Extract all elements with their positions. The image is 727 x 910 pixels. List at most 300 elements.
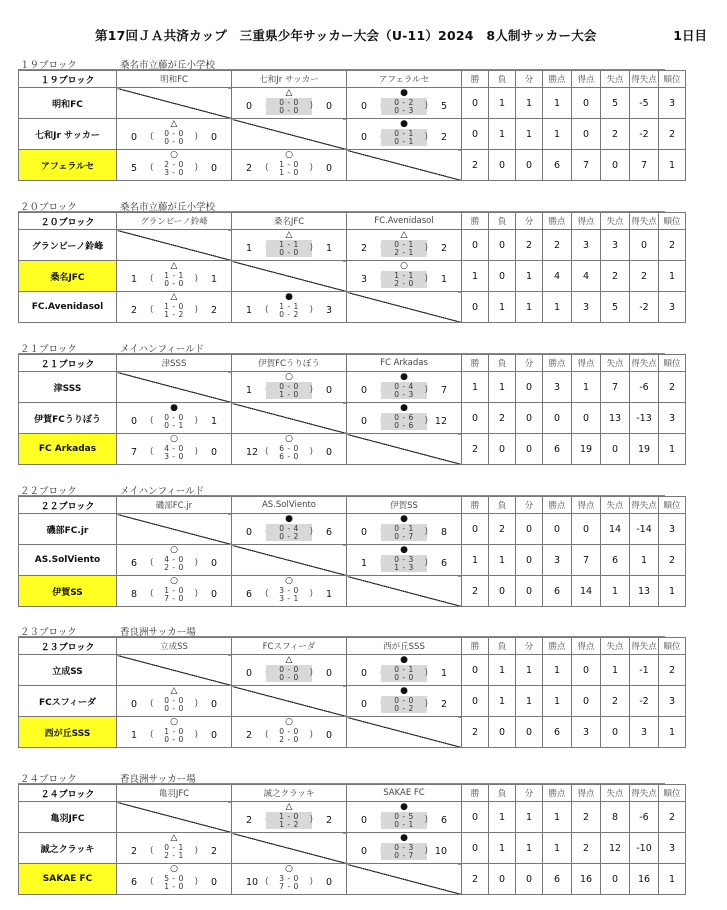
stat-header: 失点 xyxy=(601,355,630,372)
second-half-score: 6 - 0 xyxy=(279,451,299,461)
match-result-cell xyxy=(117,833,232,864)
stat-value: 0 xyxy=(516,372,543,403)
stat-value: 1 xyxy=(489,833,516,864)
stat-header: 失点 xyxy=(601,638,630,655)
block-name: ２２ブロック xyxy=(20,486,77,497)
paren-close: ) xyxy=(309,527,313,537)
stat-value: 0 xyxy=(462,119,489,150)
match-result-cell xyxy=(232,292,347,323)
stat-value: 0 xyxy=(489,261,516,292)
stat-value: 3 xyxy=(601,230,630,261)
score-against: 1 xyxy=(210,274,217,285)
venue-name: メイハンフィールド xyxy=(120,344,205,355)
block-1 xyxy=(18,56,681,181)
stat-value: 3 xyxy=(659,514,686,545)
stat-value: 0 xyxy=(543,403,572,434)
venue-name: 桑名市立藤が丘小学校 xyxy=(120,202,216,213)
venue-name: 香良洲サッカー場 xyxy=(120,627,196,638)
opponent-header: FC.Avenidasol xyxy=(347,213,462,230)
first-half-score: 0 - 4 xyxy=(279,523,299,533)
stat-value: 1 xyxy=(516,261,543,292)
table-row xyxy=(19,230,686,261)
stat-value: 5 xyxy=(601,88,630,119)
stat-value: 3 xyxy=(659,403,686,434)
standings-table xyxy=(18,70,686,181)
half-scores xyxy=(381,129,427,146)
result-mark: △ xyxy=(170,261,178,271)
team-name: SAKAE FC xyxy=(19,864,117,895)
match-result-cell xyxy=(117,717,232,748)
score-for: 2 xyxy=(131,305,138,316)
team-name: 伊賀FCうりぼう xyxy=(19,403,117,434)
stat-value: 2 xyxy=(543,230,572,261)
paren-close: ) xyxy=(424,699,428,709)
self-match-cell xyxy=(232,686,347,717)
stat-header: 順位 xyxy=(659,785,686,802)
half-scores xyxy=(381,98,427,115)
block-corner-label: ２０ブロック xyxy=(19,213,117,230)
paren-open: ( xyxy=(265,877,269,887)
score-against: 6 xyxy=(440,558,447,569)
stat-value: 3 xyxy=(659,686,686,717)
stat-header: 勝点 xyxy=(543,638,572,655)
result-mark: △ xyxy=(285,88,293,98)
block-corner-label: ２３ブロック xyxy=(19,638,117,655)
stat-value: -1 xyxy=(630,655,659,686)
first-half-score: 1 - 0 xyxy=(279,159,299,169)
stat-value: 0 xyxy=(630,230,659,261)
stat-value: 0 xyxy=(601,434,630,465)
stat-value: 0 xyxy=(572,403,601,434)
score-against: 0 xyxy=(210,699,217,710)
first-half-score: 3 - 0 xyxy=(279,585,299,595)
paren-open: ( xyxy=(265,589,269,599)
second-half-score: 3 - 0 xyxy=(164,167,184,177)
second-half-score: 0 - 2 xyxy=(279,309,299,319)
score-against: 1 xyxy=(325,589,332,600)
first-half-score: 5 - 0 xyxy=(164,873,184,883)
stat-header: 順位 xyxy=(659,638,686,655)
half-scores xyxy=(151,129,197,146)
opponent-header: 誠之クラッキ xyxy=(232,785,347,802)
stat-header: 順位 xyxy=(659,213,686,230)
second-half-score: 1 - 3 xyxy=(394,562,414,572)
stat-header: 得点 xyxy=(572,213,601,230)
block-name: ２３ブロック xyxy=(20,627,77,638)
paren-close: ) xyxy=(309,305,313,315)
match-result-cell xyxy=(347,802,462,833)
score-for: 0 xyxy=(361,416,368,427)
score-against: 0 xyxy=(210,589,217,600)
paren-close: ) xyxy=(424,132,428,142)
match-result-cell xyxy=(232,372,347,403)
stat-value: 1 xyxy=(489,802,516,833)
score-against: 1 xyxy=(210,416,217,427)
venue-name: メイハンフィールド xyxy=(120,486,205,497)
first-half-score: 1 - 0 xyxy=(164,585,184,595)
stat-value: 2 xyxy=(572,833,601,864)
team-name: 桑名JFC xyxy=(19,261,117,292)
stat-value: 1 xyxy=(659,150,686,181)
standings-table xyxy=(18,784,686,895)
first-half-score: 0 - 1 xyxy=(164,842,184,852)
second-half-score: 0 - 2 xyxy=(394,703,414,713)
stat-value: 1 xyxy=(543,833,572,864)
stat-value: 1 xyxy=(543,88,572,119)
opponent-header: 西が丘SSS xyxy=(347,638,462,655)
stat-value: 0 xyxy=(516,864,543,895)
block-2 xyxy=(18,198,681,323)
header-underline xyxy=(18,69,665,70)
stat-header: 勝 xyxy=(462,213,489,230)
score-against: 0 xyxy=(210,163,217,174)
stat-header: 順位 xyxy=(659,355,686,372)
stat-value: 1 xyxy=(543,686,572,717)
self-match-cell xyxy=(117,514,232,545)
score-for: 0 xyxy=(361,385,368,396)
second-half-score: 2 - 0 xyxy=(394,278,414,288)
paren-close: ) xyxy=(424,385,428,395)
half-scores xyxy=(381,696,427,713)
stat-value: 1 xyxy=(489,119,516,150)
match-result-cell xyxy=(232,230,347,261)
stat-header: 勝 xyxy=(462,355,489,372)
block-corner-label: ２２ブロック xyxy=(19,497,117,514)
result-mark: ● xyxy=(400,119,408,129)
score-for: 12 xyxy=(246,447,259,458)
paren-close: ) xyxy=(194,132,198,142)
score-for: 2 xyxy=(131,846,138,857)
first-half-score: 1 - 1 xyxy=(279,301,299,311)
match-result-cell xyxy=(347,230,462,261)
block-header xyxy=(18,340,665,354)
score-for: 3 xyxy=(361,274,368,285)
block-name: ２１ブロック xyxy=(20,344,77,355)
block-4 xyxy=(18,482,681,607)
score-against: 0 xyxy=(210,877,217,888)
stat-header: 勝 xyxy=(462,497,489,514)
second-half-score: 0 - 0 xyxy=(394,672,414,682)
score-against: 2 xyxy=(440,699,447,710)
half-scores xyxy=(381,812,427,829)
table-header-row xyxy=(19,785,686,802)
block-6 xyxy=(18,770,681,895)
block-name: ２４ブロック xyxy=(20,774,77,785)
half-scores xyxy=(151,874,197,891)
half-scores xyxy=(151,843,197,860)
score-against: 12 xyxy=(434,416,447,427)
stat-value: 0 xyxy=(489,150,516,181)
first-half-score: 1 - 1 xyxy=(164,270,184,280)
match-result-cell xyxy=(347,372,462,403)
stat-value: 2 xyxy=(489,514,516,545)
stat-value: 1 xyxy=(489,88,516,119)
paren-open: ( xyxy=(150,163,154,173)
table-row xyxy=(19,261,686,292)
stat-header: 負 xyxy=(489,355,516,372)
stat-value: 1 xyxy=(462,261,489,292)
team-name: 誠之クラッキ xyxy=(19,833,117,864)
paren-close: ) xyxy=(424,243,428,253)
self-match-cell xyxy=(232,403,347,434)
score-for: 0 xyxy=(361,699,368,710)
stat-header: 勝 xyxy=(462,785,489,802)
paren-close: ) xyxy=(424,101,428,111)
opponent-header: AS.SolViento xyxy=(232,497,347,514)
stat-header: 負 xyxy=(489,785,516,802)
team-name: 磯部FC.jr xyxy=(19,514,117,545)
team-name: アフェラルセ xyxy=(19,150,117,181)
second-half-score: 2 - 1 xyxy=(394,247,414,257)
score-for: 5 xyxy=(131,163,138,174)
second-half-score: 7 - 0 xyxy=(164,593,184,603)
stat-header: 得点 xyxy=(572,638,601,655)
stat-value: 7 xyxy=(601,372,630,403)
half-scores xyxy=(266,382,312,399)
half-scores xyxy=(266,444,312,461)
score-for: 6 xyxy=(131,558,138,569)
half-scores xyxy=(151,586,197,603)
result-mark: △ xyxy=(170,686,178,696)
header-underline xyxy=(18,353,665,354)
table-row xyxy=(19,434,686,465)
result-mark: ○ xyxy=(170,576,178,586)
paren-close: ) xyxy=(309,815,313,825)
second-half-score: 0 - 1 xyxy=(164,420,184,430)
result-mark: △ xyxy=(400,230,408,240)
half-scores xyxy=(266,98,312,115)
stat-header: 分 xyxy=(516,355,543,372)
stat-header: 勝点 xyxy=(543,497,572,514)
stat-value: 3 xyxy=(572,717,601,748)
first-half-score: 0 - 0 xyxy=(164,412,184,422)
paren-close: ) xyxy=(309,877,313,887)
paren-close: ) xyxy=(424,558,428,568)
stat-value: 1 xyxy=(659,864,686,895)
match-result-cell xyxy=(117,403,232,434)
paren-close: ) xyxy=(194,558,198,568)
result-mark: ○ xyxy=(170,434,178,444)
first-half-score: 0 - 1 xyxy=(394,664,414,674)
stat-value: 0 xyxy=(516,150,543,181)
stat-value: 1 xyxy=(462,372,489,403)
stat-header: 勝点 xyxy=(543,71,572,88)
paren-close: ) xyxy=(194,699,198,709)
opponent-header: SAKAE FC xyxy=(347,785,462,802)
second-half-score: 1 - 0 xyxy=(279,167,299,177)
result-mark: ● xyxy=(285,292,293,302)
self-match-cell xyxy=(117,372,232,403)
score-against: 2 xyxy=(440,243,447,254)
match-result-cell xyxy=(117,576,232,607)
score-against: 2 xyxy=(325,815,332,826)
paren-open: ( xyxy=(150,589,154,599)
stat-value: 14 xyxy=(601,514,630,545)
block-header xyxy=(18,770,665,784)
stat-value: 1 xyxy=(543,119,572,150)
half-scores xyxy=(381,665,427,682)
paren-open: ( xyxy=(265,730,269,740)
stat-value: 2 xyxy=(659,545,686,576)
match-result-cell xyxy=(232,576,347,607)
result-mark: ● xyxy=(400,372,408,382)
score-against: 2 xyxy=(210,305,217,316)
result-mark: ○ xyxy=(170,717,178,727)
half-scores xyxy=(151,555,197,572)
stat-value: 2 xyxy=(516,230,543,261)
second-half-score: 2 - 0 xyxy=(164,562,184,572)
table-row xyxy=(19,717,686,748)
paren-open: ( xyxy=(150,699,154,709)
first-half-score: 0 - 0 xyxy=(164,128,184,138)
team-name: 伊賀SS xyxy=(19,576,117,607)
stat-value: 0 xyxy=(516,434,543,465)
score-against: 0 xyxy=(325,877,332,888)
score-against: 3 xyxy=(325,305,332,316)
score-for: 8 xyxy=(131,589,138,600)
table-header-row xyxy=(19,638,686,655)
second-half-score: 0 - 3 xyxy=(394,105,414,115)
paren-close: ) xyxy=(309,730,313,740)
paren-close: ) xyxy=(424,846,428,856)
block-corner-label: ２１ブロック xyxy=(19,355,117,372)
stat-value: 1 xyxy=(489,655,516,686)
paren-close: ) xyxy=(309,101,313,111)
match-result-cell xyxy=(347,514,462,545)
stat-value: 1 xyxy=(543,802,572,833)
second-half-score: 0 - 0 xyxy=(279,247,299,257)
paren-close: ) xyxy=(309,668,313,678)
score-against: 1 xyxy=(440,274,447,285)
score-against: 0 xyxy=(325,385,332,396)
table-row xyxy=(19,576,686,607)
paren-close: ) xyxy=(194,274,198,284)
self-match-cell xyxy=(117,655,232,686)
stat-value: 12 xyxy=(601,833,630,864)
stat-value: 1 xyxy=(489,372,516,403)
stat-value: 5 xyxy=(601,292,630,323)
stat-value: 0 xyxy=(516,717,543,748)
second-half-score: 0 - 0 xyxy=(164,136,184,146)
paren-open: ( xyxy=(150,877,154,887)
first-half-score: 0 - 0 xyxy=(279,97,299,107)
half-scores xyxy=(381,240,427,257)
paren-close: ) xyxy=(309,243,313,253)
result-mark: △ xyxy=(285,230,293,240)
score-for: 2 xyxy=(246,815,253,826)
result-mark: ● xyxy=(170,403,178,413)
standings-table xyxy=(18,212,686,323)
match-result-cell xyxy=(347,655,462,686)
first-half-score: 4 - 0 xyxy=(164,554,184,564)
self-match-cell xyxy=(232,833,347,864)
opponent-header: グランビーノ鈴峰 xyxy=(117,213,232,230)
stat-value: 1 xyxy=(516,802,543,833)
half-scores xyxy=(266,727,312,744)
score-for: 10 xyxy=(246,877,259,888)
match-result-cell xyxy=(232,864,347,895)
header-underline xyxy=(18,783,665,784)
match-result-cell xyxy=(117,686,232,717)
match-result-cell xyxy=(347,833,462,864)
score-for: 0 xyxy=(246,527,253,538)
first-half-score: 4 - 0 xyxy=(164,443,184,453)
paren-close: ) xyxy=(309,447,313,457)
team-name: FCスフィーダ xyxy=(19,686,117,717)
paren-close: ) xyxy=(194,163,198,173)
paren-close: ) xyxy=(194,589,198,599)
self-match-cell xyxy=(117,230,232,261)
stat-value: 0 xyxy=(572,655,601,686)
score-for: 0 xyxy=(361,527,368,538)
result-mark: ○ xyxy=(400,261,408,271)
stat-value: 1 xyxy=(516,655,543,686)
half-scores xyxy=(151,727,197,744)
stat-value: 2 xyxy=(489,403,516,434)
match-result-cell xyxy=(232,717,347,748)
result-mark: △ xyxy=(170,292,178,302)
opponent-header: 伊賀SS xyxy=(347,497,462,514)
match-result-cell xyxy=(347,686,462,717)
first-half-score: 0 - 0 xyxy=(394,695,414,705)
match-result-cell xyxy=(117,119,232,150)
stat-value: 0 xyxy=(543,514,572,545)
stat-header: 得点 xyxy=(572,355,601,372)
stat-value: 0 xyxy=(572,514,601,545)
stat-value: -2 xyxy=(630,292,659,323)
paren-open: ( xyxy=(150,846,154,856)
stat-value: 2 xyxy=(462,717,489,748)
result-mark: △ xyxy=(170,119,178,129)
team-name: 明和FC xyxy=(19,88,117,119)
stat-value: 4 xyxy=(543,261,572,292)
score-for: 0 xyxy=(361,132,368,143)
paren-open: ( xyxy=(150,447,154,457)
first-half-score: 1 - 0 xyxy=(279,811,299,821)
first-half-score: 0 - 3 xyxy=(394,554,414,564)
stat-value: 6 xyxy=(543,576,572,607)
venue-name: 桑名市立藤が丘小学校 xyxy=(120,60,216,71)
stat-value: 1 xyxy=(462,545,489,576)
team-name: 亀羽JFC xyxy=(19,802,117,833)
block-3 xyxy=(18,340,681,465)
half-scores xyxy=(151,302,197,319)
stat-value: 0 xyxy=(462,655,489,686)
stat-value: 6 xyxy=(543,434,572,465)
stat-value: 3 xyxy=(572,292,601,323)
standings-table xyxy=(18,354,686,465)
stat-header: 得点 xyxy=(572,497,601,514)
match-result-cell xyxy=(117,434,232,465)
result-mark: ● xyxy=(400,655,408,665)
score-against: 0 xyxy=(325,447,332,458)
paren-open: ( xyxy=(150,305,154,315)
stat-value: 1 xyxy=(489,292,516,323)
result-mark: △ xyxy=(285,655,293,665)
match-result-cell xyxy=(347,545,462,576)
score-against: 1 xyxy=(325,243,332,254)
stat-value: 3 xyxy=(630,717,659,748)
half-scores xyxy=(381,271,427,288)
score-for: 0 xyxy=(361,815,368,826)
score-against: 5 xyxy=(440,101,447,112)
stat-value: 2 xyxy=(462,864,489,895)
block-corner-label: ２４ブロック xyxy=(19,785,117,802)
self-match-cell xyxy=(232,119,347,150)
table-row xyxy=(19,802,686,833)
opponent-header: 伊賀FCうりぼう xyxy=(232,355,347,372)
result-mark: ● xyxy=(400,686,408,696)
